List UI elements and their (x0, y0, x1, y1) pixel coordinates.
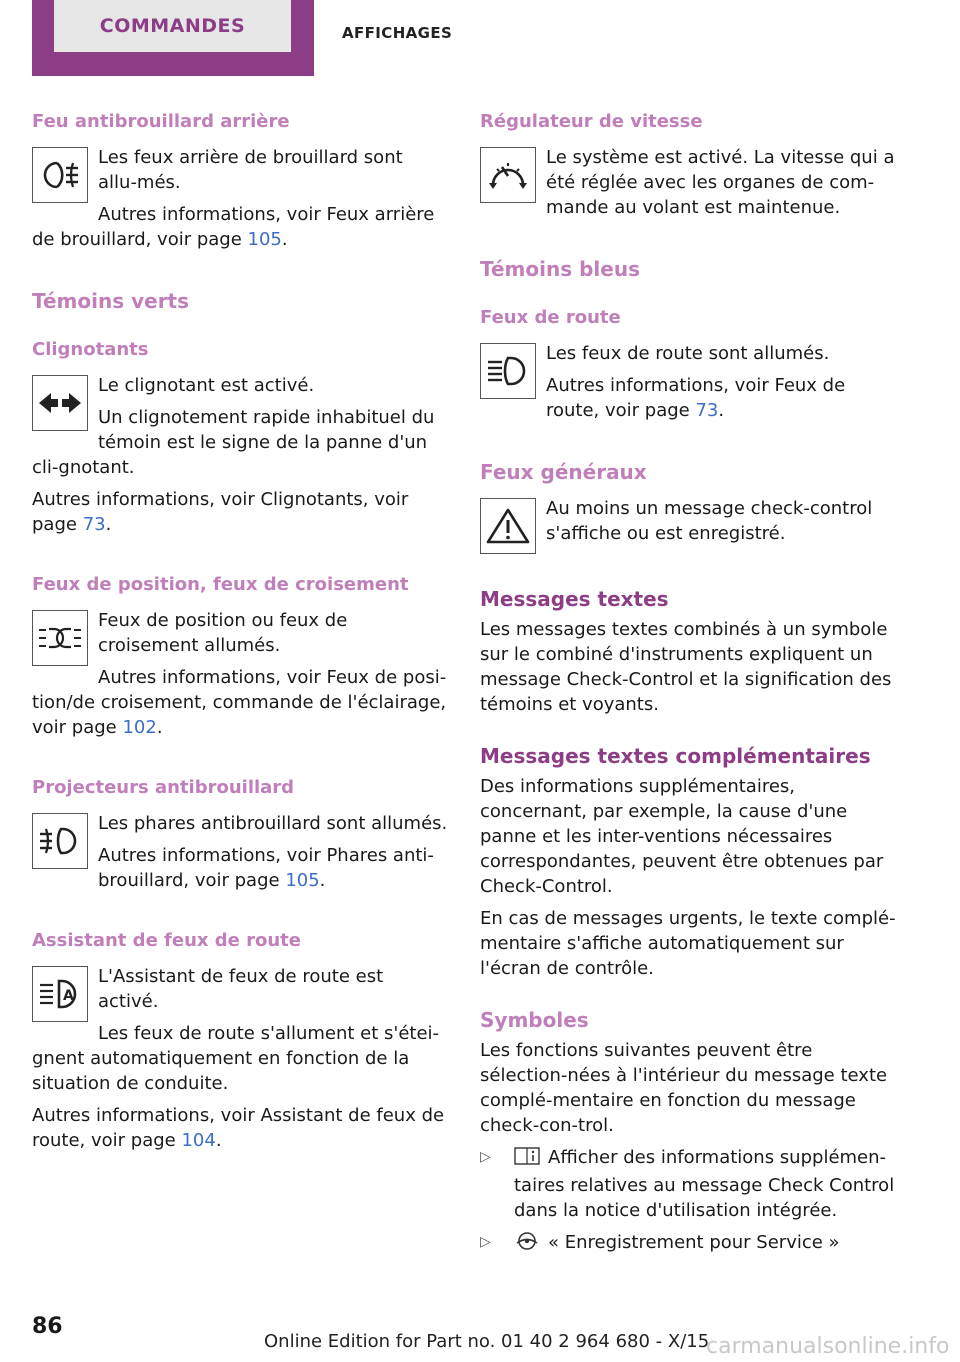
position-lights-icon (32, 610, 88, 666)
list-item (480, 1145, 896, 1223)
section-title-high-beam-assist: Assistant de feux de route (32, 930, 301, 951)
section-title-messages: Messages textes (480, 587, 669, 611)
section-title-general: Feux généraux (480, 460, 647, 484)
text: Le clignotant est activé. (98, 375, 315, 396)
turn-signal-icon (32, 375, 88, 431)
entry-position (32, 608, 448, 740)
text: Au moins un message check-control s'affiche ou est enregistré. (546, 498, 873, 544)
section-title-blue: Témoins bleus (480, 257, 640, 281)
bullet-marker: ▷ (480, 1149, 491, 1165)
text: Les feux de route sont allumés. (546, 343, 830, 364)
page-link[interactable]: 104 (181, 1130, 216, 1151)
tab-commandes[interactable]: COMMANDES (54, 0, 291, 52)
entry-rear-fog (32, 145, 448, 252)
page-link[interactable]: 102 (122, 717, 157, 738)
text: Autres informations, voir Assistant de feux de route, voir page 104. (32, 1105, 445, 1151)
entry-high-beam-assist (32, 964, 448, 1153)
text: Le système est activé. La vitesse qui a été réglée avec les organes de com-mande au volant est maintenue. (546, 147, 895, 218)
section-title-cruise: Régulateur de vitesse (480, 111, 703, 132)
text: Autres informations, voir Feux de posi-tion/de croisement, commande de l'éclairage, voir page 102. (32, 667, 447, 738)
watermark: carmanualsonline.info (706, 1334, 950, 1359)
section-title-symbols: Symboles (480, 1008, 589, 1032)
section-title-high-beam: Feux de route (480, 307, 621, 328)
section-title-extra-messages: Messages textes complémentaires (480, 744, 871, 768)
footer-edition: Online Edition for Part no. 01 40 2 964 680 - X/15 (264, 1331, 710, 1352)
text: Des informations supplémentaires, concernant, par exemple, la cause d'une panne et les inter-ventions nécessaires correspondantes, peuvent être obtenues par Check-Control. (480, 776, 884, 897)
entry-indicators (32, 373, 448, 537)
entry-cruise (480, 145, 896, 220)
text: Les feux de route s'allument et s'étei-gnent automatiquement en fonction de la situation de conduite. (32, 1023, 440, 1094)
left-column (32, 110, 448, 1153)
cruise-control-icon (480, 147, 536, 203)
entry-front-fog (32, 811, 448, 893)
text: Les phares antibrouillard sont allumés. (98, 813, 448, 834)
text: Les feux arrière de brouillard sont allu-més. (98, 147, 403, 193)
text: Autres informations, voir Feux arrière de brouillard, voir page 105. (32, 204, 435, 250)
page-link[interactable]: 73 (695, 400, 719, 421)
text: En cas de messages urgents, le texte complé-mentaire s'affiche automatiquement sur l'écran de contrôle. (480, 908, 896, 979)
text: Les fonctions suivantes peuvent être sélection-nées à l'intérieur du message texte complé-mentaire en fonction du message check-con-trol. (480, 1040, 888, 1136)
entry-general (480, 496, 896, 558)
rear-fog-light-icon (32, 147, 88, 203)
high-beam-icon (480, 343, 536, 399)
text: L'Assistant de feux de route est activé. (98, 966, 384, 1012)
tab-affichages[interactable]: AFFICHAGES (342, 24, 453, 42)
bullet-marker: ▷ (480, 1234, 491, 1250)
service-icon[interactable] (514, 1231, 540, 1258)
text: Autres informations, voir Phares anti-brouillard, voir page 105. (98, 845, 434, 891)
section-title-front-fog: Projecteurs antibrouillard (32, 777, 295, 798)
entry-high-beam (480, 341, 896, 423)
text: Autres informations, voir Clignotants, voir page 73. (32, 489, 409, 535)
text: Afficher des informations supplémen-taires relatives au message Check Control dans la notice d'utilisation intégrée. (514, 1147, 895, 1221)
text: Les messages textes combinés à un symbole sur le combiné d'instruments expliquent un message Check-Control et la signification des témoins et voyants. (480, 619, 892, 715)
manual-book-icon[interactable] (514, 1146, 540, 1173)
section-title-green: Témoins verts (32, 289, 190, 313)
text: Un clignotement rapide inhabituel du témoin est le signe de la panne d'un cli-gnotant. (32, 407, 435, 478)
page-number: 86 (32, 1314, 63, 1339)
page-link[interactable]: 105 (285, 870, 320, 891)
page-link[interactable]: 105 (247, 229, 282, 250)
section-title-position: Feux de position, feux de croisement (32, 574, 409, 595)
section-title-rear-fog: Feu antibrouillard arrière (32, 111, 290, 132)
svg-text:A: A (63, 988, 74, 1004)
text: Feux de position ou feux de croisement allumés. (98, 610, 348, 656)
tab-commandes-frame (32, 0, 314, 76)
text: « Enregistrement pour Service » (548, 1232, 840, 1253)
section-title-indicators: Clignotants (32, 339, 149, 360)
front-fog-light-icon (32, 813, 88, 869)
text: Autres informations, voir Feux de route, voir page 73. (546, 375, 846, 421)
high-beam-assistant-icon (32, 966, 88, 1022)
list-item (480, 1230, 896, 1258)
right-column (480, 110, 896, 1258)
warning-triangle-icon (480, 498, 536, 554)
page-link[interactable]: 73 (82, 514, 106, 535)
